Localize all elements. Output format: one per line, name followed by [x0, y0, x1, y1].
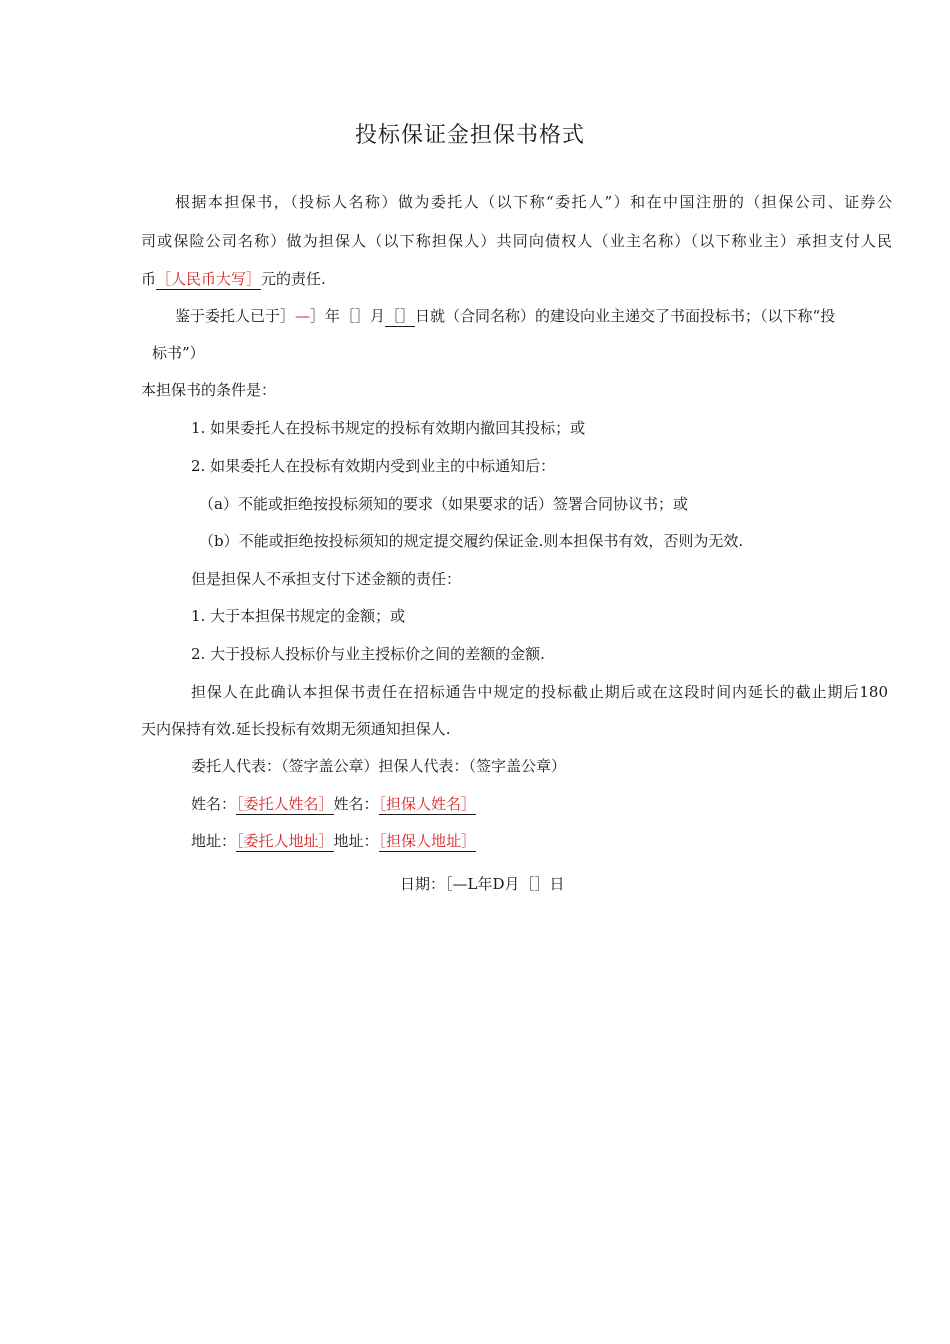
- principal-name-label: 姓名：: [191, 795, 237, 813]
- condition-2a: （a）不能或拒绝按投标须知的要求（如果要求的话）签署合同协议书；或: [199, 495, 688, 513]
- representatives-line: 委托人代表：（签字盖公章）担保人代表：（签字盖公章）: [191, 757, 567, 775]
- guarantor-address-blank: ［担保人地址］: [378, 832, 477, 850]
- guarantor-name-label: 姓名：: [333, 795, 379, 813]
- currency-suffix: 元的责任.: [261, 270, 326, 288]
- paragraph-2-line-2: 标书”）: [152, 344, 205, 362]
- bid-date-text-e: 日就（合同名称）的建设向业主递交了书面投标书；（以下称“投: [415, 307, 836, 325]
- condition-2b: （b）不能或拒绝按投标须知的规定提交履约保证金.则本担保书有效，否则为无效.: [199, 532, 744, 550]
- date-line: 日期：［—L年D月［］日: [400, 875, 565, 893]
- exclusion-1: 1. 大于本担保书规定的金额；或: [191, 607, 406, 625]
- confirmation-line-1: 担保人在此确认本担保书责任在招标通告中规定的投标截止期后或在这段时间内延长的截止期后180: [191, 683, 888, 701]
- document-title: 投标保证金担保书格式: [354, 123, 585, 148]
- bid-year-blank: —: [295, 307, 311, 325]
- amount-blank: [156, 270, 261, 290]
- guarantor-name-blank: ［担保人姓名］: [378, 795, 477, 813]
- confirmation-line-2: 天内保持有效.延长投标有效期无须通知担保人.: [141, 720, 451, 738]
- condition-2: 2. 如果委托人在投标有效期内受到业主的中标通知后：: [191, 457, 556, 475]
- address-row: [191, 831, 476, 851]
- paragraph-1-line-1: 根据本担保书，（投标人名称）做为委托人（以下称“委托人”）和在中国注册的（担保公司、证券公: [175, 193, 892, 211]
- paragraph-2-line-1: [175, 306, 835, 326]
- currency-prefix: 币: [141, 270, 157, 288]
- principal-name-blank: ［委托人姓名］: [236, 795, 334, 813]
- principal-address-label: 地址：: [191, 832, 237, 850]
- conditions-heading: 本担保书的条件是：: [141, 381, 277, 399]
- paragraph-1-line-2: 司或保险公司名称）做为担保人（以下称担保人）共同向债权人（业主名称）（以下称业主）承担支付人民: [141, 232, 892, 250]
- principal-address-blank: ［委托人地址］: [236, 832, 334, 850]
- bid-date-text-a: 鉴于委托人已于］: [175, 307, 296, 325]
- amount-placeholder: ［人民币大写］: [156, 270, 262, 288]
- name-row: [191, 794, 476, 814]
- condition-1: 1. 如果委托人在投标书规定的投标有效期内撤回其投标；或: [191, 419, 586, 437]
- guarantor-address-label: 地址：: [333, 832, 379, 850]
- bid-date-text-c: ］年［］月: [310, 307, 386, 325]
- exclusion-2: 2. 大于投标人投标价与业主授标价之间的差额的金额.: [191, 645, 545, 663]
- bid-day-blank: ［］: [385, 307, 416, 325]
- paragraph-1-line-3: [141, 269, 326, 289]
- exclusion-heading: 但是担保人不承担支付下述金额的责任：: [191, 570, 462, 588]
